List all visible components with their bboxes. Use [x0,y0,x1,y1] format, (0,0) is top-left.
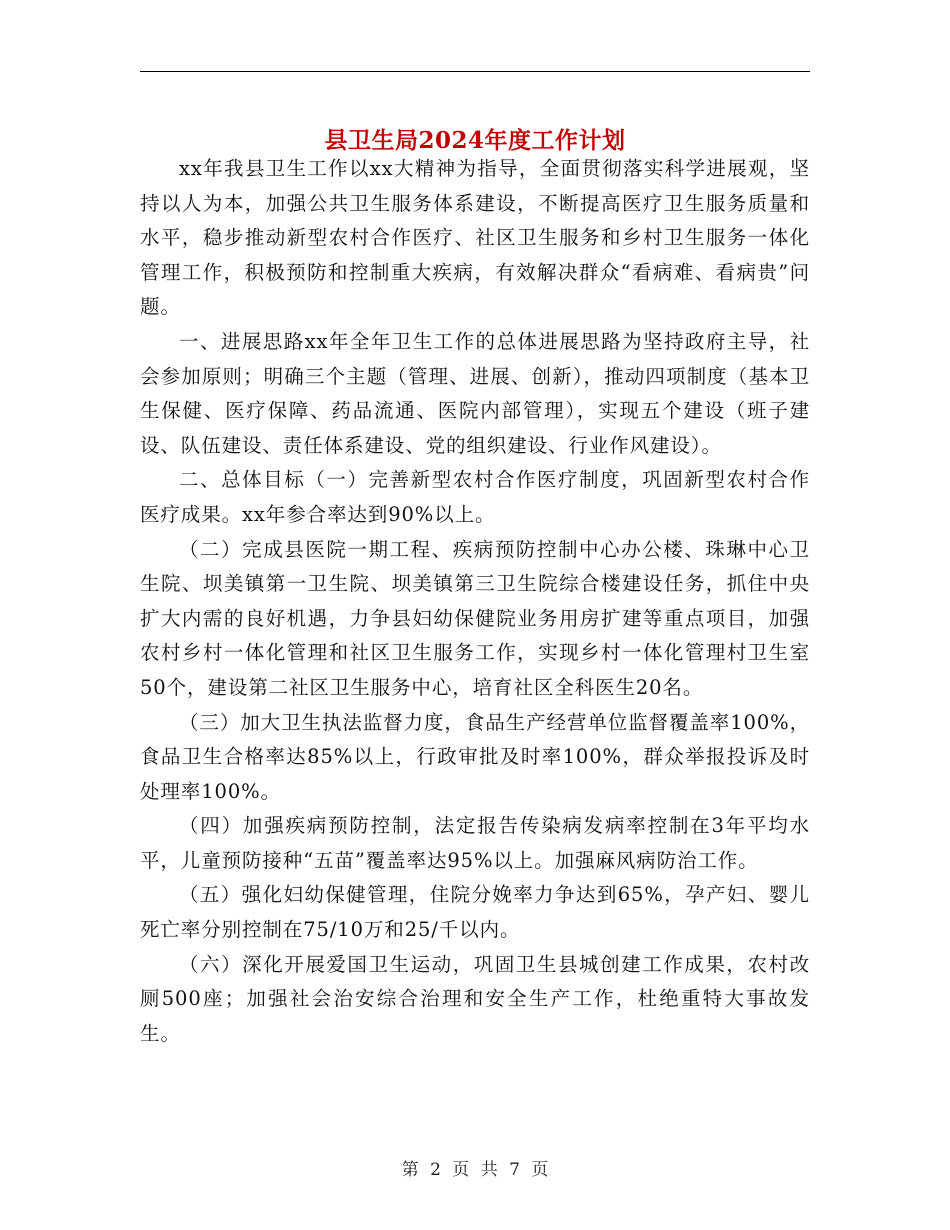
paragraph-goal-4: （四）加强疾病预防控制，法定报告传染病发病率控制在3年平均水平，儿童预防接种“五苗”覆盖率达95%以上。加强麻风病防治工作。 [140,814,810,872]
paragraph-intro: xx年我县卫生工作以xx大精神为指导，全面贯彻落实科学进展观，坚持以人为本，加强公共卫生服务体系建设，不断提高医疗卫生服务质量和水平，稳步推动新型农村合作医疗、社区卫生服务和乡村卫生服务一体化管理工作，积极预防和控制重大疾病，有效解决群众“看病难、看病贵”问题。 [140,157,810,319]
document-title: 县卫生局2024年度工作计划 [324,127,626,155]
page-number: 第 2 页 共 7 页 [401,1160,549,1180]
header-rule [140,71,810,72]
paragraph-goal-6: （六）深化开展爱国卫生运动，巩固卫生县城创建工作成果，农村改厕500座；加强社会治安综合治理和安全生产工作，杜绝重特大事故发生。 [140,952,810,1045]
paragraph-goal-2: （二）完成县医院一期工程、疾病预防控制中心办公楼、珠琳中心卫生院、坝美镇第一卫生院、坝美镇第三卫生院综合楼建设任务，抓住中央扩大内需的良好机遇，力争县妇幼保健院业务用房扩建等重点项目，加强农村乡村一体化管理和社区卫生服务工作，实现乡村一体化管理村卫生室50个，建设第二社区卫生服务中心，培育社区全科医生20名。 [140,537,810,699]
paragraph-goal-1: 二、总体目标（一）完善新型农村合作医疗制度，巩固新型农村合作医疗成果。xx年参合率达到90%以上。 [140,468,810,526]
paragraph-development-approach: 一、进展思路xx年全年卫生工作的总体进展思路为坚持政府主导，社会参加原则；明确三个主题（管理、进展、创新），推动四项制度（基本卫生保健、医疗保障、药品流通、医院内部管理），实现五个建设（班子建设、队伍建设、责任体系建设、党的组织建设、行业作风建设）。 [140,329,810,457]
paragraph-goal-3: （三）加大卫生执法监督力度，食品生产经营单位监督覆盖率100%，食品卫生合格率达85%以上，行政审批及时率100%，群众举报投诉及时处理率100%。 [140,710,810,803]
paragraph-goal-5: （五）强化妇幼保健管理，住院分娩率力争达到65%，孕产妇、婴儿死亡率分别控制在75/10万和25/千以内。 [140,883,810,942]
document-body [140,152,810,1051]
